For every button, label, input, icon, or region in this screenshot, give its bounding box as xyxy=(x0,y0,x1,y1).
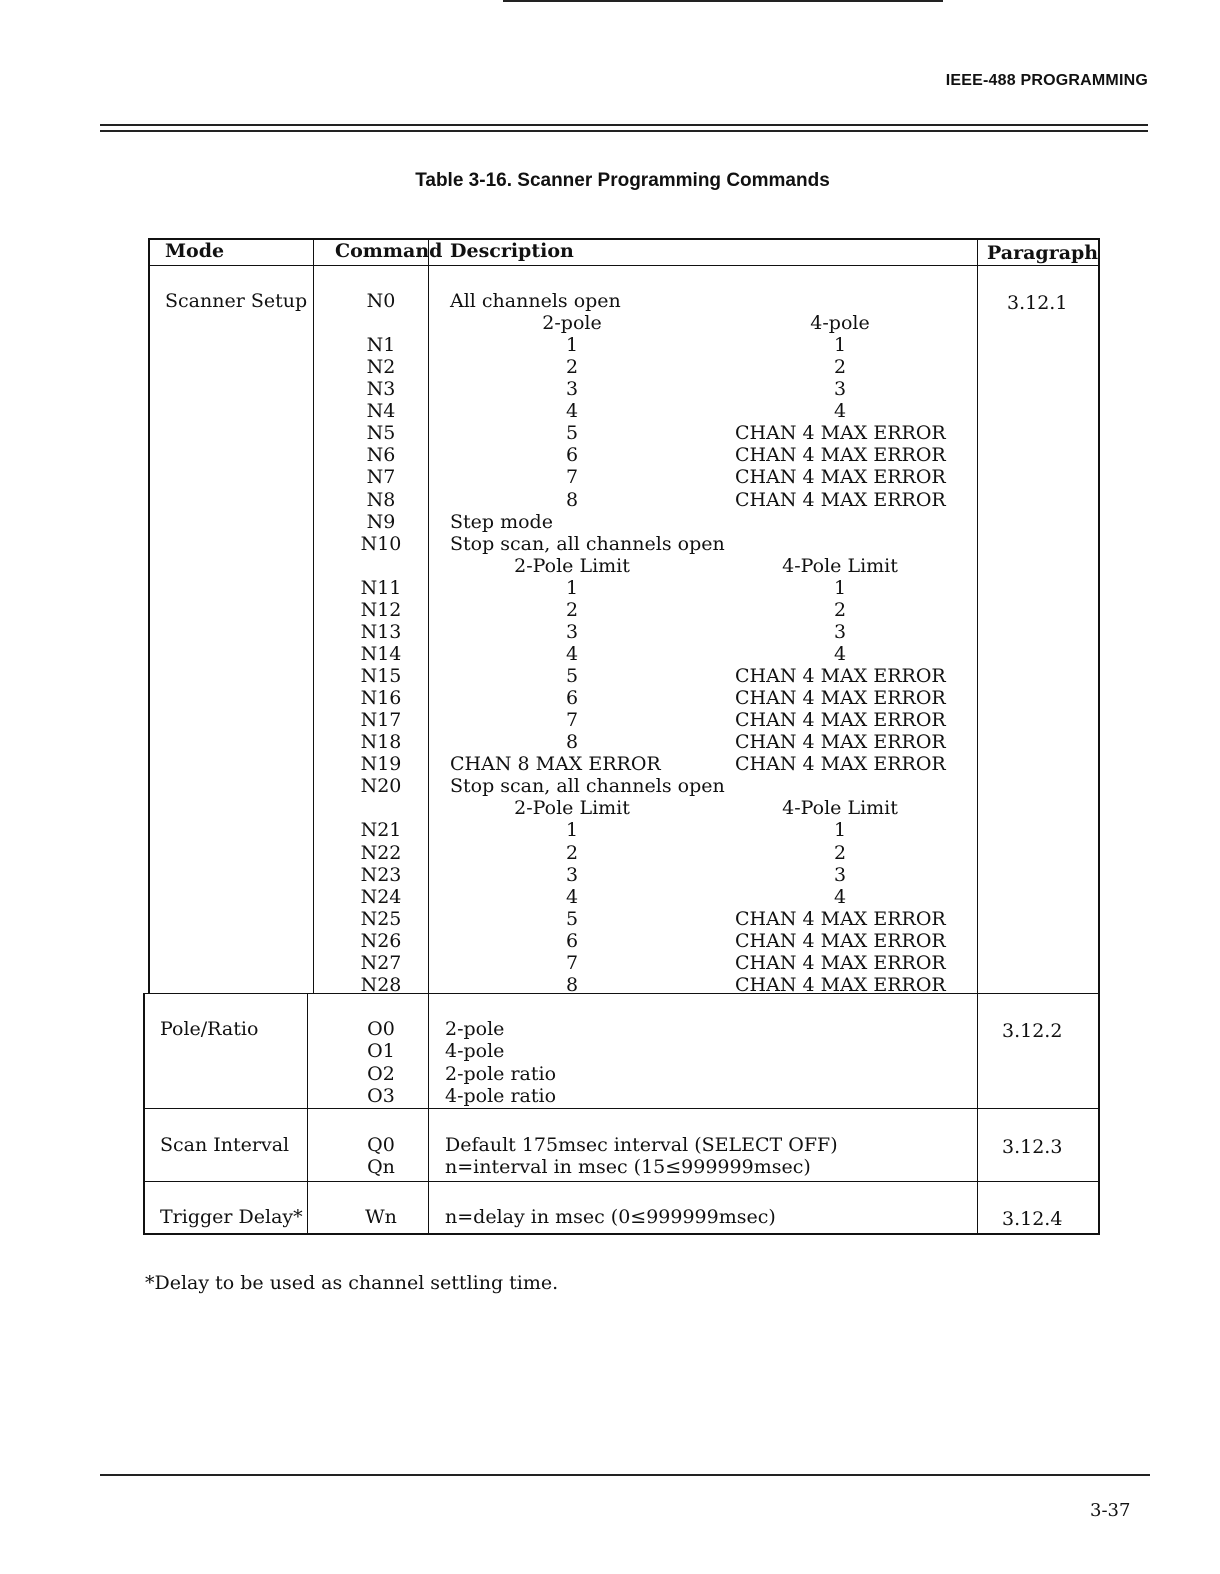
value-4pole: 1 xyxy=(833,577,847,599)
paragraph-scan-interval: 3.12.3 xyxy=(1002,1136,1063,1158)
value-4pole: 4 xyxy=(833,400,847,422)
value-2pole: 7 xyxy=(565,952,579,974)
header-rule-double xyxy=(100,130,1148,132)
command-cell: Q0 xyxy=(367,1134,395,1156)
value-2pole: 1 xyxy=(565,334,579,356)
paragraph-scanner-setup: 3.12.1 xyxy=(1007,292,1068,314)
command-cell: Wn xyxy=(365,1206,397,1228)
value-2pole: 7 xyxy=(565,466,579,488)
subheader-4pole: 4-pole xyxy=(810,312,870,334)
command-column-border-lower xyxy=(307,993,308,1235)
footer-rule xyxy=(100,1474,1150,1476)
command-cell: N19 xyxy=(360,753,402,775)
value-2pole: 4 xyxy=(565,643,579,665)
value-4pole: CHAN 4 MAX ERROR xyxy=(735,422,946,444)
value-2pole: 3 xyxy=(565,864,579,886)
section-divider-trigger-delay xyxy=(145,1181,1100,1182)
command-cell: N23 xyxy=(360,864,402,886)
command-cell: N6 xyxy=(366,444,396,466)
value-4pole: CHAN 4 MAX ERROR xyxy=(735,731,946,753)
mode-trigger-delay: Trigger Delay* xyxy=(160,1206,303,1228)
mode-scanner-setup: Scanner Setup xyxy=(165,290,308,312)
value-4pole: 3 xyxy=(833,864,847,886)
description-cell: Stop scan, all channels open xyxy=(450,533,725,555)
value-4pole: CHAN 4 MAX ERROR xyxy=(735,908,946,930)
description-cell: Default 175msec interval (SELECT OFF) xyxy=(445,1134,838,1156)
value-4pole: 3 xyxy=(833,621,847,643)
command-cell: N15 xyxy=(360,665,402,687)
value-4pole: 2 xyxy=(833,842,847,864)
command-cell: N0 xyxy=(366,290,396,312)
value-2pole: 2 xyxy=(565,842,579,864)
description-cell: CHAN 8 MAX ERROR xyxy=(450,753,661,775)
subheader-2pole: 2-Pole Limit xyxy=(514,797,630,819)
mode-pole-ratio: Pole/Ratio xyxy=(160,1018,259,1040)
column-header-command: Command xyxy=(335,240,443,262)
paragraph-column-border xyxy=(977,238,978,1235)
value-2pole: 5 xyxy=(565,422,579,444)
command-cell: N12 xyxy=(360,599,402,621)
command-cell: N16 xyxy=(360,687,402,709)
command-cell: O3 xyxy=(367,1085,395,1107)
value-4pole: CHAN 4 MAX ERROR xyxy=(735,952,946,974)
table-bottom-border xyxy=(143,1233,1100,1235)
value-2pole: 1 xyxy=(565,819,579,841)
description-cell: n=interval in msec (15≤999999msec) xyxy=(445,1156,811,1178)
description-cell: 2-pole xyxy=(445,1018,505,1040)
page-number: 3-37 xyxy=(1090,1500,1131,1521)
value-4pole: 4 xyxy=(833,886,847,908)
commands-table xyxy=(145,238,1100,1235)
command-cell: Qn xyxy=(367,1156,395,1178)
command-cell: N21 xyxy=(360,819,402,841)
subheader-2pole: 2-pole xyxy=(542,312,602,334)
command-cell: N3 xyxy=(366,378,396,400)
command-cell: N11 xyxy=(360,577,402,599)
column-header-mode: Mode xyxy=(165,240,225,262)
description-cell: Stop scan, all channels open xyxy=(450,775,725,797)
value-4pole: 3 xyxy=(833,378,847,400)
paragraph-trigger-delay: 3.12.4 xyxy=(1002,1208,1063,1230)
section-header: IEEE-488 PROGRAMMING xyxy=(945,72,1148,89)
value-2pole: 4 xyxy=(565,886,579,908)
value-2pole: 2 xyxy=(565,356,579,378)
value-2pole: 5 xyxy=(565,908,579,930)
command-cell: N13 xyxy=(360,621,402,643)
value-4pole: 1 xyxy=(833,819,847,841)
header-rule xyxy=(100,124,1148,126)
value-4pole: CHAN 4 MAX ERROR xyxy=(735,709,946,731)
value-2pole: 4 xyxy=(565,400,579,422)
paragraph-pole-ratio: 3.12.2 xyxy=(1002,1020,1063,1042)
value-4pole: 2 xyxy=(833,356,847,378)
value-2pole: 7 xyxy=(565,709,579,731)
column-header-paragraph: Paragraph xyxy=(987,242,1099,264)
section-divider-scan-interval xyxy=(145,1108,1100,1109)
command-cell: O0 xyxy=(367,1018,395,1040)
command-cell: N5 xyxy=(366,422,396,444)
column-header-description: Description xyxy=(450,240,574,262)
command-cell: N24 xyxy=(360,886,402,908)
value-4pole: CHAN 4 MAX ERROR xyxy=(735,466,946,488)
value-2pole: 1 xyxy=(565,577,579,599)
value-2pole: 6 xyxy=(565,444,579,466)
command-cell: N1 xyxy=(366,334,396,356)
table-title: Table 3-16. Scanner Programming Commands xyxy=(415,170,830,191)
description-cell: Step mode xyxy=(450,511,553,533)
table-right-border xyxy=(1098,238,1100,1235)
value-2pole: 5 xyxy=(565,665,579,687)
value-4pole: 2 xyxy=(833,599,847,621)
table-left-border-lower xyxy=(143,993,145,1235)
value-2pole: 3 xyxy=(565,621,579,643)
command-cell: N27 xyxy=(360,952,402,974)
command-cell: N20 xyxy=(360,775,402,797)
command-cell: N7 xyxy=(366,466,396,488)
description-cell: n=delay in msec (0≤999999msec) xyxy=(445,1206,776,1228)
value-2pole: 2 xyxy=(565,599,579,621)
command-cell: N25 xyxy=(360,908,402,930)
section-divider-pole-ratio xyxy=(145,993,1100,994)
mode-scan-interval: Scan Interval xyxy=(160,1134,290,1156)
command-cell: N2 xyxy=(366,356,396,378)
command-cell: O1 xyxy=(367,1040,395,1062)
value-4pole: 4 xyxy=(833,643,847,665)
value-4pole: CHAN 4 MAX ERROR xyxy=(735,665,946,687)
command-cell: N9 xyxy=(366,511,396,533)
command-cell: N8 xyxy=(366,489,396,511)
command-cell: N14 xyxy=(360,643,402,665)
subheader-4pole: 4-Pole Limit xyxy=(782,797,898,819)
value-4pole: 1 xyxy=(833,334,847,356)
subheader-2pole: 2-Pole Limit xyxy=(514,555,630,577)
value-4pole: CHAN 4 MAX ERROR xyxy=(735,687,946,709)
command-column-border xyxy=(313,238,314,993)
table-left-border xyxy=(148,238,150,993)
value-2pole: 8 xyxy=(565,974,579,996)
command-cell: N22 xyxy=(360,842,402,864)
description-column-border xyxy=(428,238,429,1235)
value-4pole: CHAN 4 MAX ERROR xyxy=(735,489,946,511)
value-4pole: CHAN 4 MAX ERROR xyxy=(735,753,946,775)
value-2pole: 8 xyxy=(565,489,579,511)
description-cell: 4-pole ratio xyxy=(445,1085,557,1107)
command-cell: N18 xyxy=(360,731,402,753)
value-2pole: 8 xyxy=(565,731,579,753)
command-cell: N17 xyxy=(360,709,402,731)
description-cell: All channels open xyxy=(450,290,621,312)
value-2pole: 3 xyxy=(565,378,579,400)
value-4pole: CHAN 4 MAX ERROR xyxy=(735,974,946,996)
value-2pole: 6 xyxy=(565,930,579,952)
value-2pole: 6 xyxy=(565,687,579,709)
command-cell: N26 xyxy=(360,930,402,952)
subheader-4pole: 4-Pole Limit xyxy=(782,555,898,577)
description-cell: 4-pole xyxy=(445,1040,505,1062)
description-cell: 2-pole ratio xyxy=(445,1063,557,1085)
header-bottom-border xyxy=(148,265,1100,266)
command-cell: N4 xyxy=(366,400,396,422)
command-cell: N10 xyxy=(360,533,402,555)
command-cell: N28 xyxy=(360,974,402,996)
footnote: *Delay to be used as channel settling time. xyxy=(145,1272,559,1294)
value-4pole: CHAN 4 MAX ERROR xyxy=(735,930,946,952)
top-rule xyxy=(503,0,943,2)
table-top-border xyxy=(148,238,1100,240)
value-4pole: CHAN 4 MAX ERROR xyxy=(735,444,946,466)
command-cell: O2 xyxy=(367,1063,395,1085)
